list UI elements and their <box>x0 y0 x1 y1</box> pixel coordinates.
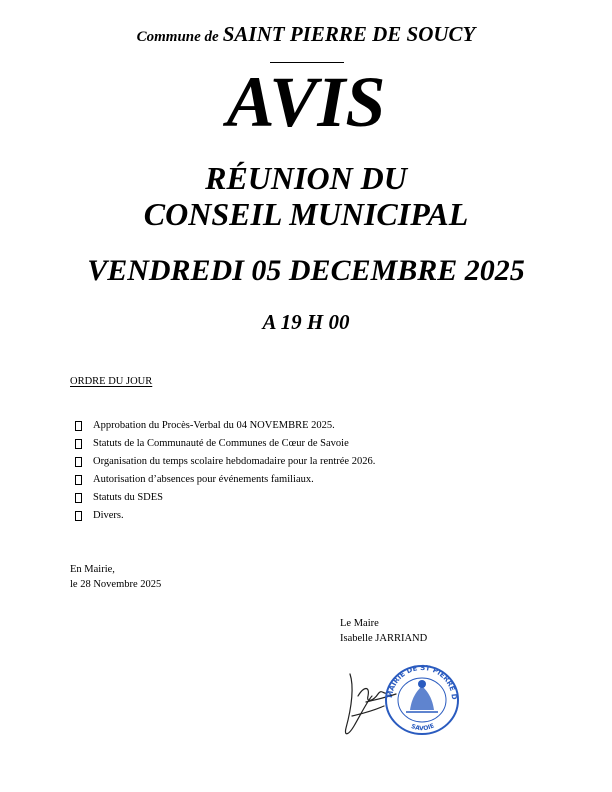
checkbox-icon <box>75 493 82 503</box>
notice-title: AVIS <box>226 62 386 142</box>
agenda-item-text: Divers. <box>93 510 124 521</box>
list-item <box>75 471 375 489</box>
issue-place: En Mairie, <box>70 564 115 575</box>
list-item <box>75 453 375 471</box>
checkbox-icon <box>75 439 82 449</box>
agenda-list <box>75 417 375 525</box>
agenda-item-text: Statuts de la Communauté de Communes de Cœur de Savoie <box>93 438 349 449</box>
issue-place-date <box>70 562 161 592</box>
signer-name: Isabelle JARRIAND <box>340 633 428 644</box>
signer-block <box>340 616 427 646</box>
checkbox-icon <box>75 457 82 467</box>
svg-text:SAVOIE <box>410 722 435 732</box>
list-item <box>75 489 375 507</box>
stamp-bottom-text: SAVOIE <box>410 722 436 733</box>
handwritten-signature <box>345 674 396 734</box>
signature-and-stamp <box>340 656 460 748</box>
meeting-time: A 19 H 00 <box>262 310 350 334</box>
list-item <box>75 417 375 435</box>
checkbox-icon <box>75 511 82 521</box>
meeting-subject <box>0 160 612 232</box>
checkbox-icon <box>75 475 82 485</box>
agenda-item-text: Approbation du Procès-Verbal du 04 NOVEMBRE 2025. <box>93 420 335 431</box>
stamp-text: MAIRIE DE ST PIERRE D <box>385 663 459 700</box>
list-item <box>75 507 375 525</box>
commune-prefix: Commune de <box>136 29 219 45</box>
agenda-item-text: Organisation du temps scolaire hebdomadaire pour la rentrée 2026. <box>93 456 376 467</box>
meeting-date: VENDREDI 05 DECEMBRE 2025 <box>87 254 525 287</box>
commune-header <box>0 22 612 47</box>
checkbox-icon <box>75 421 82 431</box>
signature-stamp-graphic <box>340 656 460 748</box>
list-item <box>75 435 375 453</box>
commune-name: SAINT PIERRE DE SOUCY <box>222 22 476 46</box>
meeting-subject-line-2: CONSEIL MUNICIPAL <box>143 196 469 232</box>
signer-title: Le Maire <box>340 618 379 629</box>
issue-date: le 28 Novembre 2025 <box>70 579 162 590</box>
agenda-item-text: Statuts du SDES <box>93 492 164 503</box>
agenda-item-text: Autorisation d’absences pour événements familiaux. <box>93 474 314 485</box>
meeting-subject-line-1: RÉUNION DU <box>205 160 407 196</box>
agenda-title: ORDRE DU JOUR <box>70 376 153 387</box>
municipal-stamp <box>340 656 458 734</box>
